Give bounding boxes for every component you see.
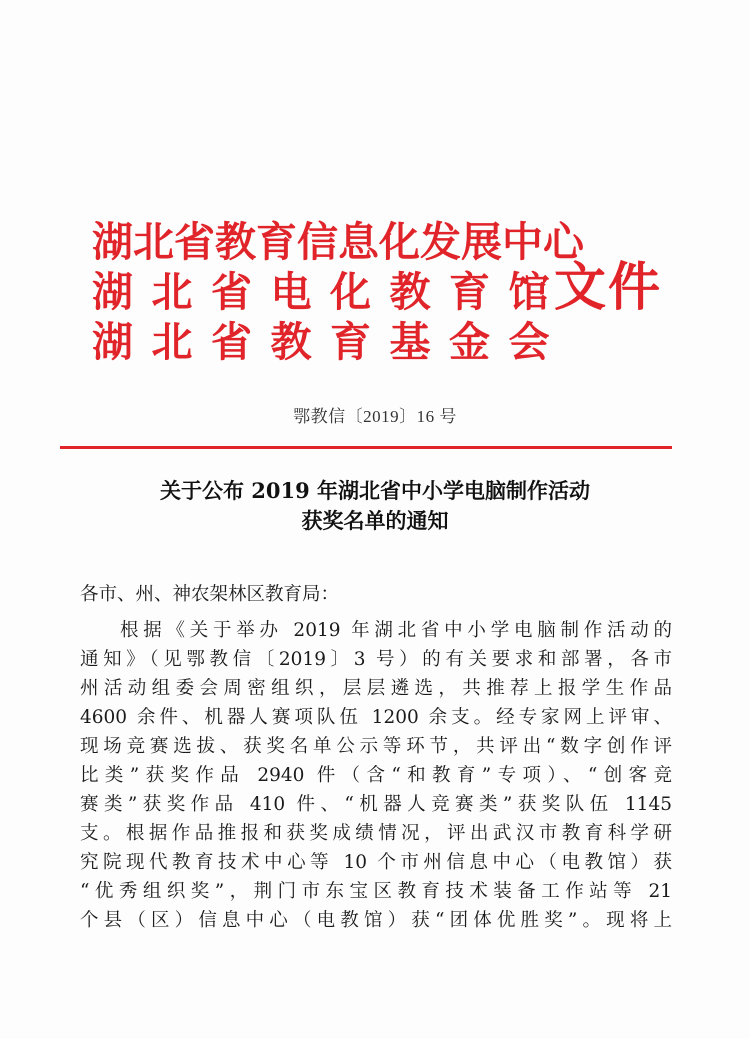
header-divider	[60, 446, 672, 449]
body-line: 赛类”获奖作品 410 件、“机器人竞赛类”获奖队伍 1145	[80, 794, 672, 815]
salutation: 各市、州、神农架林区教育局：	[80, 584, 340, 605]
body-line: 现场竞赛选拔、获奖名单公示等环节，共评出“数字创作评	[80, 736, 672, 757]
org-name-3: 湖北省教育基金会	[92, 318, 568, 366]
body-line: 究院现代教育技术中心等 10 个市州信息中心（电教馆）获	[80, 852, 672, 873]
body-line: “优秀组织奖”，荆门市东宝区教育技术装备工作站等 21	[80, 881, 672, 902]
org-name-2: 湖北省电化教育馆	[92, 268, 568, 316]
body-line: 4600 余件、机器人赛项队伍 1200 余支。经专家网上评审、	[80, 707, 672, 728]
body-line: 根据《关于举办 2019 年湖北省中小学电脑制作活动的	[120, 620, 672, 641]
body-text	[80, 616, 680, 935]
document-number: 鄂教信〔2019〕16 号	[293, 407, 457, 426]
title-line-1: 关于公布 2019 年湖北省中小学电脑制作活动	[159, 478, 591, 503]
org-name-1: 湖北省教育信息化发展中心	[92, 218, 584, 266]
body-line: 支。根据作品推报和获奖成绩情况，评出武汉市教育科学研	[80, 823, 672, 844]
body-line: 州活动组委会周密组织，层层遴选，共推荐上报学生作品	[80, 678, 672, 699]
document-title	[0, 476, 750, 536]
issuing-organizations-header	[92, 218, 663, 368]
body-line: 通知》（见鄂教信〔2019〕3 号）的有关要求和部署，各市	[80, 649, 672, 670]
title-line-2: 获奖名单的通知	[301, 508, 449, 533]
body-line: 个县（区）信息中心（电教馆）获“团体优胜奖”。现将上	[80, 910, 672, 931]
body-line: 比类”获奖作品 2940 件（含“和教育”专项）、“创客竞	[80, 765, 672, 786]
document-suffix: 文件	[554, 257, 663, 318]
